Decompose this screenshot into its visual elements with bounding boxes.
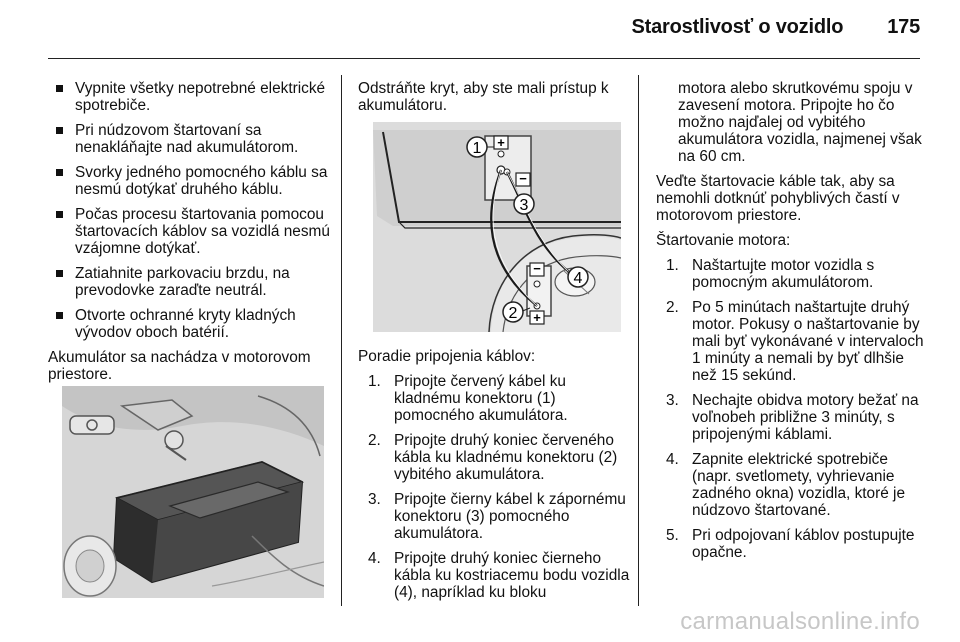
booster-minus-terminal-label: −	[519, 171, 527, 186]
list-item	[656, 527, 928, 561]
callout-2: 2	[508, 305, 518, 322]
list-item	[358, 432, 632, 483]
step-number: 1.	[368, 373, 381, 390]
step-number: 1.	[666, 257, 679, 274]
cable-routing-text: Veďte štartovacie káble tak, aby sa nemohli dotknúť pohyblivých častí v motorovom priestore.	[656, 173, 900, 224]
step-number: 4.	[666, 451, 679, 468]
step-number: 2.	[666, 299, 679, 316]
discharged-plus-terminal-label: +	[533, 310, 541, 325]
page-header	[632, 16, 920, 39]
column-right	[656, 80, 928, 569]
step-text: Naštartujte motor vozidla s pomocným akumulátorom.	[692, 257, 875, 291]
callout-4: 4	[573, 270, 583, 287]
step-number: 3.	[666, 392, 679, 409]
list-item	[358, 550, 632, 601]
list-item: Pri núdzovom štartovaní sa nenakláňajte nad akumulátorom.	[48, 122, 336, 156]
jump-start-diagram	[373, 122, 621, 332]
step-number: 4.	[368, 550, 381, 567]
step-number: 2.	[368, 432, 381, 449]
battery-compartment-illustration	[62, 386, 324, 598]
list-item	[656, 257, 928, 291]
list-item: Vypnite všetky nepotrebné elektrické spotrebiče.	[48, 80, 336, 114]
discharged-minus-terminal-label: −	[533, 261, 541, 276]
step-number: 3.	[368, 491, 381, 508]
engine-start-heading: Štartovanie motora:	[656, 232, 791, 249]
connection-order-heading: Poradie pripojenia káblov:	[358, 348, 536, 365]
column-divider-left	[341, 75, 342, 606]
page-number: 175	[887, 16, 920, 38]
step-text: Pripojte čierny kábel k zápornému konektoru (3) pomocného akumulátora.	[394, 491, 626, 542]
cover-instruction: Odstráňte kryt, aby ste mali prístup k akumulátoru.	[358, 80, 609, 114]
list-item: Otvorte ochranné kryty kladných vývodov oboch batérií.	[48, 307, 336, 341]
connection-steps	[358, 373, 632, 601]
list-item: Počas procesu štartovania pomocou štartovacích káblov sa vozidlá nesmú vzájomne dotýkať.	[48, 206, 336, 257]
column-left	[48, 80, 336, 391]
column-middle	[358, 80, 632, 122]
step-text: Po 5 minútach naštartujte druhý motor. Pokusy o naštartovanie by mali byť vykonávané v intervaloch 1 minúty a nemali by byť dlhšie než 15 sekúnd.	[692, 299, 924, 384]
list-item	[656, 299, 928, 384]
precautions-list	[48, 80, 336, 341]
list-item	[656, 392, 928, 443]
step-text: Pripojte druhý koniec čierneho kábla ku kostriacemu bodu vozidla (4), napríklad ku bloku	[394, 550, 630, 601]
booster-plus-terminal-label: +	[497, 135, 505, 150]
page-title: Starostlivosť o vozidlo	[631, 16, 844, 38]
step-text: Zapnite elektrické spotrebiče (napr. svetlomety, vyhrievanie zadného okna) vozidla, ktoré je núdzovo štartované.	[692, 451, 906, 519]
list-item	[656, 451, 928, 519]
column-middle-lower	[358, 348, 632, 609]
step-text: Nechajte obidva motory bežať na voľnobeh približne 3 minúty, s pripojenými káblami.	[692, 392, 919, 443]
battery-location-text: Akumulátor sa nachádza v motorovom priestore.	[48, 349, 311, 383]
callout-3: 3	[519, 197, 529, 214]
engine-start-steps	[656, 257, 928, 561]
list-item: Zatiahnite parkovaciu brzdu, na prevodovke zaraďte neutrál.	[48, 265, 336, 299]
watermark: carmanualsonline.info	[680, 608, 920, 635]
step-text: Pri odpojovaní káblov postupujte opačne.	[692, 527, 915, 561]
step-text: Pripojte červený kábel ku kladnému konektoru (1) pomocného akumulátora.	[394, 373, 568, 424]
step-number: 5.	[666, 527, 679, 544]
column-divider-right	[638, 75, 639, 606]
callout-1: 1	[472, 140, 482, 157]
list-item	[358, 373, 632, 424]
list-item	[358, 491, 632, 542]
list-item: Svorky jedného pomocného káblu sa nesmú dotýkať druhého káblu.	[48, 164, 336, 198]
step-text: Pripojte druhý koniec červeného kábla ku kladnému konektoru (2) vybitého akumulátora.	[394, 432, 618, 483]
header-rule	[48, 58, 920, 59]
step-4-continuation: motora alebo skrutkovému spoju v zavesení motora. Pripojte ho čo možno najďalej od vybitého akumulátora vozidla, najmenej však na 60 cm.	[678, 80, 922, 165]
